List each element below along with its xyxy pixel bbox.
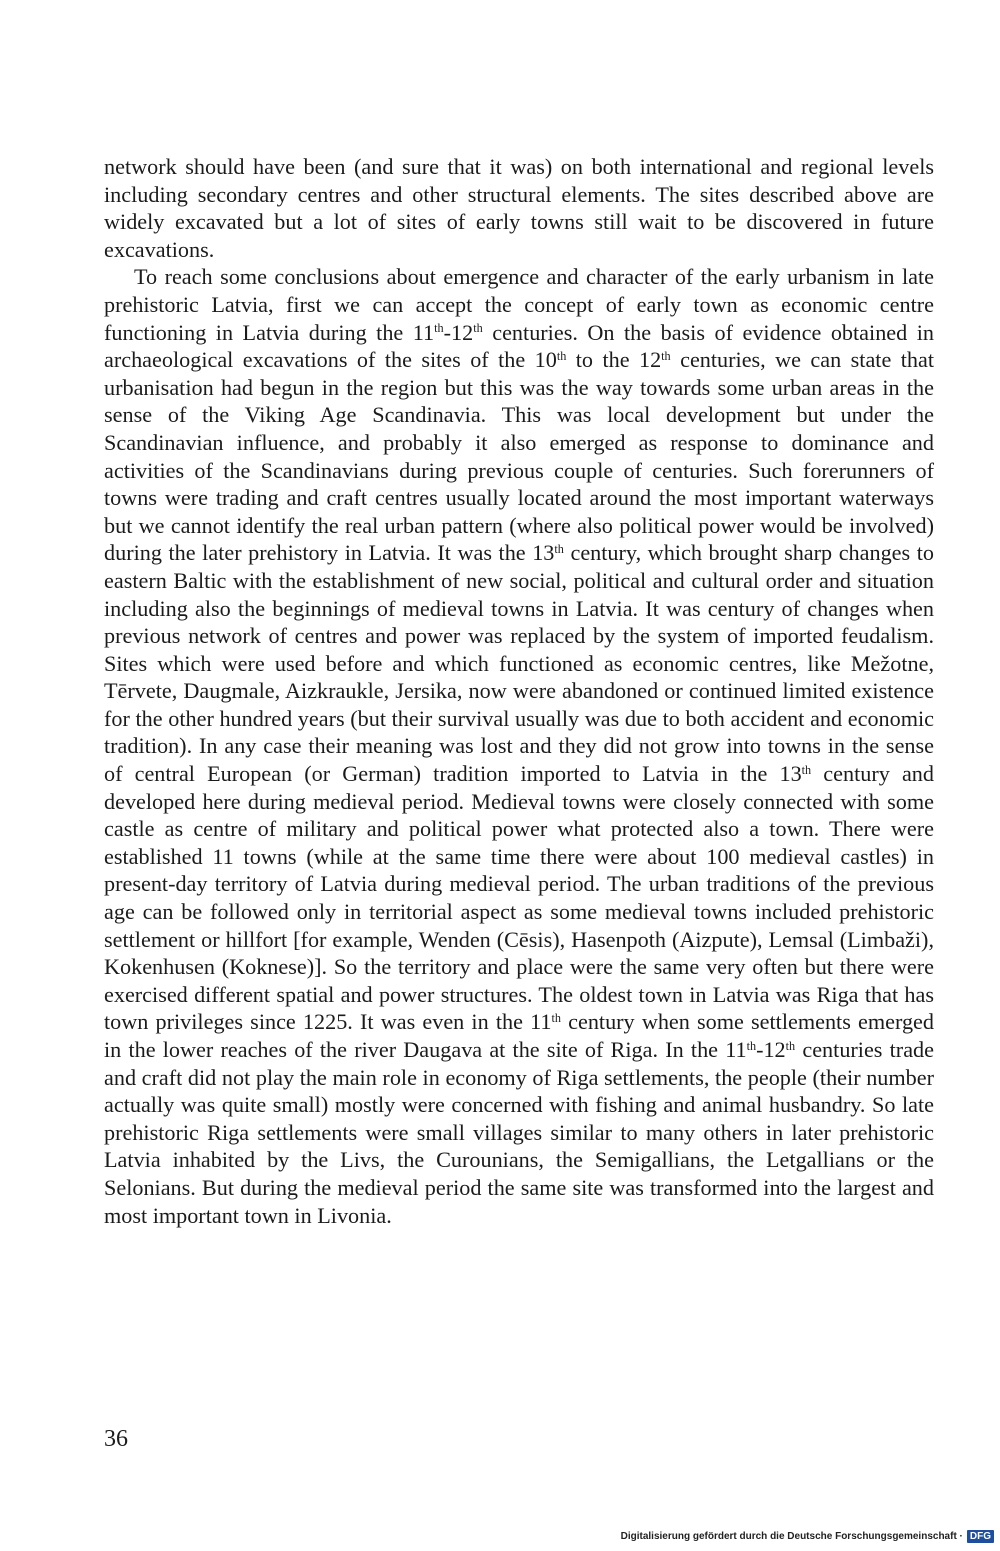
text-run: centuries trade and craft did not play the main role in economy of Riga settlements, the people (their number actually was quite small) mostly were concerned with fishing and animal husbandry. So late prehistoric Riga settlements were small villages similar to many others in later prehistoric Latvia inhabited by the Livs, the Curounians, the Semigallians, the Letgallians or the Selonians. But during the medieval period the same site was transformed into the largest and most important town in Livonia.	[104, 1037, 934, 1228]
body-text	[104, 153, 934, 1229]
superscript: th	[661, 348, 671, 363]
superscript: th	[556, 348, 567, 363]
text-run: century and developed here during medieval period. Medieval towns were closely connected with some castle as centre of military and political power what protected also a town. There were established 11 towns (while at the same time there were about 100 medieval castles) in present-day territory of Latvia during medieval period. The urban traditions of the previous age can be followed only in territorial aspect as some medieval towns included prehistoric settlement or hillfort [for example, Wenden (Cēsis), Hasenpoth (Aizpute), Lemsal (Limbaži), Kokenhusen (Koknese)]. So the territory and place were the same very often but there were exercised different spatial and power structures. The oldest town in Latvia was Riga that has town privileges since 1225. It was even in the 11	[104, 761, 934, 1035]
superscript: th	[801, 762, 812, 777]
superscript: th	[746, 1038, 757, 1053]
paragraph-2	[104, 263, 934, 1229]
superscript: th	[554, 542, 564, 556]
credit-text: Digitalisierung gefördert durch die Deutsche Forschungsgemeinschaft ·	[620, 1531, 963, 1542]
paragraph-1: network should have been (and sure that it was) on both international and regional levels including secondary centres and other structural elements. The sites described above are widely excavated but a lot of sites of early towns still wait to be discovered in future excavations.	[104, 154, 934, 262]
text-run: centuries, we can state that urbanisation had begun in the region but this was the way towards some urban areas in the sense of the Viking Age Scandinavia. This was local development but under the Scandinavian influence, and probably it also emerged as response to dominance and activities of the Scandinavians during previous couple of centuries. Such forerunners of towns were trading and craft centres usually located around the most important waterways but we cannot identify the real urban pattern (where also political power would be involved) during the later prehistory in Latvia. It was the 13	[104, 347, 934, 566]
digitization-credit	[621, 1530, 994, 1543]
dfg-logo: DFG	[967, 1530, 994, 1543]
text-run: -12	[756, 1037, 786, 1062]
superscript: th	[434, 321, 444, 336]
text-run: to the 12	[566, 347, 662, 373]
superscript: th	[473, 321, 483, 336]
text-run: century when some settlements emerged in the lower reaches of the river Daugava at the site of Riga. In the 11	[104, 1009, 934, 1062]
text-run: centuries. On the basis of evidence obtained in archaeological excavations of the sites of the 10	[104, 319, 934, 373]
page-number: 36	[104, 1426, 128, 1452]
text-run: -12	[443, 319, 474, 345]
text-run: century, which brought sharp changes to eastern Baltic with the establishment of new social, political and cultural order and situation including also the beginnings of medieval towns in Latvia. It was century of changes when previous network of centres and power was replaced by the system of imported feudalism. Sites which were used before and which functioned as economic centres, like Mežotne, Tērvete, Daugmale, Aizkraukle, Jersika, now were abandoned or continued limited existence for the other hundred years (but their survival usually was due to both accident and economic tradition). In any case their meaning was lost and they did not grow into towns in the sense of central European (or German) tradition imported to Latvia in the 13	[104, 540, 934, 787]
text-run: To reach some conclusions about emergence and character of the early urbanism in late prehistoric Latvia, first we can accept the concept of early town as economic centre functioning in Latvia during the 11	[104, 264, 934, 345]
superscript: th	[551, 1011, 561, 1026]
superscript: th	[785, 1038, 796, 1053]
